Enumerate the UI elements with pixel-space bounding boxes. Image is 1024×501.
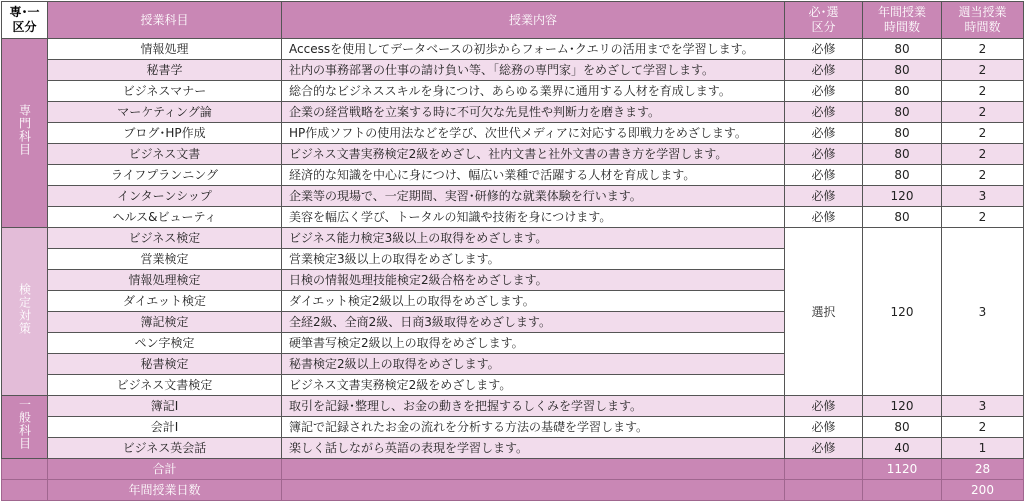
table-row — [2, 39, 1024, 60]
required-cell: 必修 — [785, 123, 863, 144]
group-major: 専門科目 — [2, 39, 48, 228]
subject-cell: 営業検定 — [48, 249, 282, 270]
table-row — [2, 417, 1024, 438]
required-cell: 必修 — [785, 186, 863, 207]
content-cell: ビジネス能力検定3級以上の取得をめざします。 — [282, 228, 785, 249]
required-cell: 必修 — [785, 60, 863, 81]
content-cell: 美容を幅広く学び、トータルの知識や技術を身につけます。 — [282, 207, 785, 228]
annual-cell: 80 — [863, 102, 942, 123]
annual-cell: 80 — [863, 81, 942, 102]
weekly-merged-cell: 3 — [942, 228, 1024, 396]
weekly-cell: 2 — [942, 165, 1024, 186]
subject-cell: ビジネス検定 — [48, 228, 282, 249]
content-cell: 全経2級、全商2級、日商3級取得をめざします。 — [282, 312, 785, 333]
weekly-cell: 2 — [942, 144, 1024, 165]
subject-cell: ペン字検定 — [48, 333, 282, 354]
weekly-cell: 2 — [942, 81, 1024, 102]
subject-cell: ビジネス文書検定 — [48, 375, 282, 396]
total-req-blank — [785, 459, 863, 480]
subject-cell: 簿記検定 — [48, 312, 282, 333]
content-cell: ダイエット検定2級以上の取得をめざします。 — [282, 291, 785, 312]
annual-cell: 80 — [863, 417, 942, 438]
table-row — [2, 81, 1024, 102]
weekly-cell: 2 — [942, 39, 1024, 60]
group-cert: 検定対策 — [2, 228, 48, 396]
annual-cell: 80 — [863, 39, 942, 60]
subject-cell: インターンシップ — [48, 186, 282, 207]
header-annual-hours: 年間授業 時間数 — [863, 2, 942, 39]
table-row — [2, 438, 1024, 459]
annual-cell: 80 — [863, 123, 942, 144]
content-cell: 楽しく話しながら英語の表現を学習します。 — [282, 438, 785, 459]
days-req-blank — [785, 480, 863, 501]
subject-cell: 秘書学 — [48, 60, 282, 81]
total-annual: 1120 — [863, 459, 942, 480]
content-cell: 営業検定3級以上の取得をめざします。 — [282, 249, 785, 270]
annual-cell: 40 — [863, 438, 942, 459]
subject-cell: 情報処理検定 — [48, 270, 282, 291]
content-cell: 企業の経営戦略を立案する時に不可欠な先見性や判断力を磨きます。 — [282, 102, 785, 123]
content-cell: 秘書検定2級以上の取得をめざします。 — [282, 354, 785, 375]
weekly-cell: 2 — [942, 60, 1024, 81]
subject-cell: ブログ･HP作成 — [48, 123, 282, 144]
days-content-blank — [282, 480, 785, 501]
content-cell: 取引を記録･整理し、お金の動きを把握するしくみを学習します。 — [282, 396, 785, 417]
subject-cell: マーケティング論 — [48, 102, 282, 123]
header-content: 授業内容 — [282, 2, 785, 39]
required-cell: 必修 — [785, 396, 863, 417]
table-row — [2, 396, 1024, 417]
subject-cell: ライフプランニング — [48, 165, 282, 186]
header-weekly-hours: 週当授業 時間数 — [942, 2, 1024, 39]
content-cell: HP作成ソフトの使用法などを学び、次世代メディアに対応する即戦力をめざします。 — [282, 123, 785, 144]
days-annual-blank — [863, 480, 942, 501]
total-weekly: 28 — [942, 459, 1024, 480]
table-row — [2, 123, 1024, 144]
subject-cell: ダイエット検定 — [48, 291, 282, 312]
weekly-cell: 2 — [942, 207, 1024, 228]
subject-cell: ビジネス英会話 — [48, 438, 282, 459]
annual-cell: 120 — [863, 186, 942, 207]
table-row — [2, 186, 1024, 207]
group-general: 一般科目 — [2, 396, 48, 459]
total-label: 合計 — [48, 459, 282, 480]
header-category: 専･一 区分 — [2, 2, 48, 39]
required-cell: 必修 — [785, 81, 863, 102]
days-row — [2, 480, 1024, 501]
content-cell: 総合的なビジネススキルを身につけ、あらゆる業界に通用する人材を育成します。 — [282, 81, 785, 102]
weekly-cell: 1 — [942, 438, 1024, 459]
required-cell: 必修 — [785, 102, 863, 123]
subject-cell: 秘書検定 — [48, 354, 282, 375]
weekly-cell: 2 — [942, 417, 1024, 438]
annual-cell: 80 — [863, 165, 942, 186]
content-cell: 硬筆書写検定2級以上の取得をめざします。 — [282, 333, 785, 354]
days-blank — [2, 480, 48, 501]
table-row — [2, 228, 1024, 249]
table-row — [2, 207, 1024, 228]
subject-cell: 簿記Ⅰ — [48, 396, 282, 417]
table-row — [2, 165, 1024, 186]
content-cell: ビジネス文書実務検定2級をめざし、社内文書と社外文書の書き方を学習します。 — [282, 144, 785, 165]
required-cell: 必修 — [785, 165, 863, 186]
content-cell: 経済的な知識を中心に身につけ、幅広い業種で活躍する人材を育成します。 — [282, 165, 785, 186]
weekly-cell: 3 — [942, 186, 1024, 207]
annual-merged-cell: 120 — [863, 228, 942, 396]
annual-cell: 120 — [863, 396, 942, 417]
content-cell: 企業等の現場で、一定期間、実習･研修的な就業体験を行います。 — [282, 186, 785, 207]
content-cell: 簿記で記録されたお金の流れを分析する方法の基礎を学習します。 — [282, 417, 785, 438]
content-cell: Accessを使用してデータベースの初歩からフォーム･クエリの活用までを学習します。 — [282, 39, 785, 60]
table-row — [2, 144, 1024, 165]
content-cell: 社内の事務部署の仕事の請け負い等、「総務の専門家」をめざして学習します。 — [282, 60, 785, 81]
required-cell: 必修 — [785, 438, 863, 459]
annual-cell: 80 — [863, 60, 942, 81]
required-cell: 必修 — [785, 207, 863, 228]
annual-cell: 80 — [863, 144, 942, 165]
required-merged-cell: 選択 — [785, 228, 863, 396]
annual-cell: 80 — [863, 207, 942, 228]
subject-cell: ビジネス文書 — [48, 144, 282, 165]
content-cell: 日検の情報処理技能検定2級合格をめざします。 — [282, 270, 785, 291]
subject-cell: 会計Ⅰ — [48, 417, 282, 438]
subject-cell: ビジネスマナー — [48, 81, 282, 102]
weekly-cell: 2 — [942, 102, 1024, 123]
subject-cell: 情報処理 — [48, 39, 282, 60]
weekly-cell: 3 — [942, 396, 1024, 417]
total-blank — [2, 459, 48, 480]
required-cell: 必修 — [785, 417, 863, 438]
table-row — [2, 102, 1024, 123]
header-required: 必･選 区分 — [785, 2, 863, 39]
required-cell: 必修 — [785, 39, 863, 60]
subject-cell: ヘルス&ビューティ — [48, 207, 282, 228]
curriculum-table — [1, 1, 1024, 501]
total-content-blank — [282, 459, 785, 480]
days-value: 200 — [942, 480, 1024, 501]
days-label: 年間授業日数 — [48, 480, 282, 501]
header-row — [2, 2, 1024, 39]
total-row — [2, 459, 1024, 480]
weekly-cell: 2 — [942, 123, 1024, 144]
header-subject: 授業科目 — [48, 2, 282, 39]
table-row — [2, 60, 1024, 81]
content-cell: ビジネス文書実務検定2級をめざします。 — [282, 375, 785, 396]
required-cell: 必修 — [785, 144, 863, 165]
